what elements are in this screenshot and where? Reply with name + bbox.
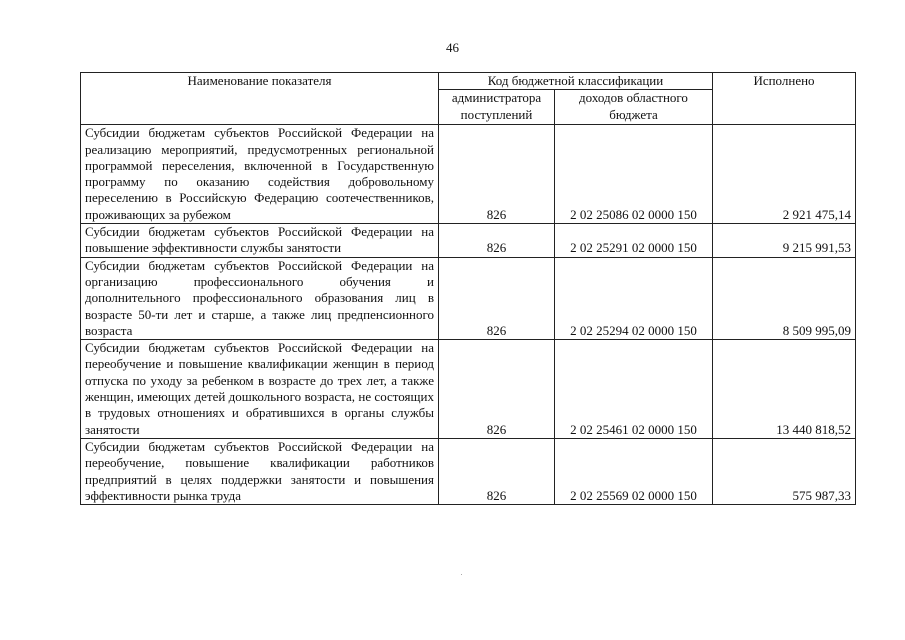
header-executed: Исполнено xyxy=(713,73,856,125)
row-admin-code: 826 xyxy=(439,224,555,258)
row-income-code: 2 02 25291 02 0000 150 xyxy=(555,224,713,258)
row-income-code: 2 02 25086 02 0000 150 xyxy=(555,125,713,224)
row-executed-amount: 9 215 991,53 xyxy=(713,224,856,258)
row-executed-amount: 2 921 475,14 xyxy=(713,125,856,224)
row-income-code: 2 02 25294 02 0000 150 xyxy=(555,257,713,339)
row-name: Субсидии бюджетам субъектов Российской Федерации на повышение эффективности службы занятости xyxy=(81,224,439,258)
row-name: Субсидии бюджетам субъектов Российской Федерации на организацию профессионального обучения и дополнительного профессионального образования лиц в возрасте 50-ти лет и старше, а также лиц предпенсионного возраста xyxy=(81,257,439,339)
budget-table xyxy=(80,72,856,505)
table-row xyxy=(81,224,856,258)
row-name: Субсидии бюджетам субъектов Российской Федерации на переобучение и повышение квалификации женщин в период отпуска по уходу за ребенком в возрасте до трех лет, а также женщин, имеющих детей дошкольного возраста, не состоящих в трудовых отношениях и обратившихся в органы службы занятости xyxy=(81,340,439,439)
page-number: 46 xyxy=(446,40,459,55)
table-row xyxy=(81,257,856,339)
row-admin-code: 826 xyxy=(439,438,555,504)
header-admin-code: администратора поступлений xyxy=(439,90,555,125)
table-row xyxy=(81,340,856,439)
row-executed-amount: 575 987,33 xyxy=(713,438,856,504)
row-name: Субсидии бюджетам субъектов Российской Федерации на реализацию мероприятий, предусмотренных региональной программой переселения, включенной в Государственную программу по оказанию содействия добровольному переселению в Российскую Федерацию соотечественников, проживающих за рубежом xyxy=(81,125,439,224)
row-admin-code: 826 xyxy=(439,257,555,339)
row-executed-amount: 8 509 995,09 xyxy=(713,257,856,339)
table-row xyxy=(81,125,856,224)
scan-speck xyxy=(461,574,462,575)
header-indicator-name: Наименование показателя xyxy=(81,73,439,125)
row-admin-code: 826 xyxy=(439,125,555,224)
row-income-code: 2 02 25461 02 0000 150 xyxy=(555,340,713,439)
header-income-code: доходов областного бюджета xyxy=(555,90,713,125)
table-header-row xyxy=(81,73,856,90)
row-executed-amount: 13 440 818,52 xyxy=(713,340,856,439)
header-classification-code: Код бюджетной классификации xyxy=(439,73,713,90)
row-name: Субсидии бюджетам субъектов Российской Федерации на переобучение, повышение квалификации работников предприятий в целях поддержки занятости и повышения эффективности рынка труда xyxy=(81,438,439,504)
row-admin-code: 826 xyxy=(439,340,555,439)
row-income-code: 2 02 25569 02 0000 150 xyxy=(555,438,713,504)
table-row xyxy=(81,438,856,504)
